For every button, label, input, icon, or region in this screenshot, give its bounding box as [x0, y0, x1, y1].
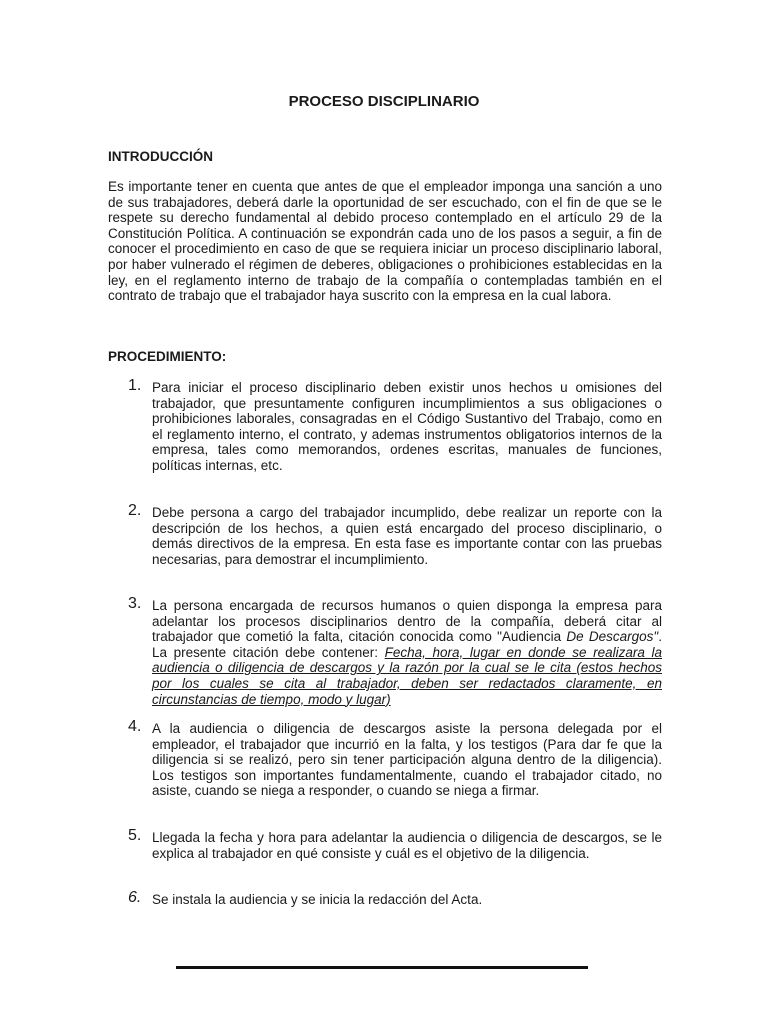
- item-number: 3.: [128, 595, 142, 612]
- item-text-intro: La persona encargada de recursos humanos o quien disponga la empresa para adelantar los procesos disciplinarios dentro de la compañía, deberá citar al trabajador que cometió la falta, citación conocida como: [152, 598, 662, 645]
- item-text: Debe persona a cargo del trabajador incumplido, debe realizar un reporte con la descripción de los hechos, a quien está encargado del proceso disciplinario, o demás directivos de la empresa. En esta fase es importante contar con las pruebas necesarias, para demostrar el incumplimiento.: [152, 505, 662, 567]
- citation-requirements: Fecha, hora, lugar en donde se realizara la audiencia o diligencia de descargos y la razón por la cual se le cita (estos hechos por los cuales se cita al trabajador, deben ser redactados claramente, en circunstancias de tiempo, modo y lugar): [152, 644, 662, 707]
- item-text: Se instala la audiencia y se inicia la redacción del Acta.: [152, 892, 483, 907]
- procedure-heading: PROCEDIMIENTO:: [108, 349, 227, 364]
- intro-heading: INTRODUCCIÓN: [108, 149, 213, 164]
- procedure-item-6: [120, 889, 662, 908]
- procedure-item-1: [120, 377, 662, 474]
- item-number: 1.: [128, 377, 142, 394]
- item-number: 6.: [128, 889, 142, 906]
- procedure-item-2: [120, 502, 662, 567]
- item-text: A la audiencia o diligencia de descargos asiste la persona delegada por el empleador, el trabajador que incurrió en la falta, y los testigos (Para dar fe que la diligencia si se realizó, pero sin tener participación alguna dentro de la diligencia). Los testigos son importantes fundamentalmente, cuando el trabajador citado, no asiste, cuando se niega a responder, o cuando se niega a firmar.: [152, 721, 662, 799]
- document-title: PROCESO DISCIPLINARIO: [288, 93, 480, 110]
- quote-italic: De Descargos": [566, 629, 659, 645]
- item-number: 2.: [128, 502, 142, 519]
- item-text: [152, 598, 662, 707]
- item-text: Para iniciar el proceso disciplinario deben existir unos hechos u omisiones del trabajador, que presuntamente configuren incumplimientos a sus obligaciones o prohibiciones laborales, consagradas en el Código Sustantivo del Trabajo, como en el reglamento interno, el contrato, y ademas instrumentos obligatorios internos de la empresa, tales como memorandos, ordenes escritas, manuales de funciones, políticas internas, etc.: [152, 380, 662, 473]
- item-number: 5.: [128, 827, 142, 844]
- quote-plain: "Audiencia: [497, 629, 567, 645]
- procedure-item-4: [120, 718, 662, 799]
- procedure-item-5: [120, 827, 662, 861]
- footer-divider: [176, 966, 588, 969]
- item-text-middle: . La presente citación debe contener:: [152, 629, 662, 660]
- item-text: Llegada la fecha y hora para adelantar la audiencia o diligencia de descargos, se le explica al trabajador en qué consiste y cuál es el objetivo de la diligencia.: [152, 830, 662, 861]
- item-number: 4.: [128, 718, 142, 735]
- procedure-item-3: [120, 595, 662, 707]
- intro-paragraph: Es importante tener en cuenta que antes de que el empleador imponga una sanción a uno de sus trabajadores, deberá darle la oportunidad de ser escuchado, con el fin de que se le respete su derecho fundamental al debido proceso contemplado en el artículo 29 de la Constitución Política. A continuación se expondrán cada uno de los pasos a seguir, a fin de conocer el procedimiento en caso de que se requiera iniciar un proceso disciplinario laboral, por haber vulnerado el régimen de deberes, obligaciones o prohibiciones establecidas en la ley, en el reglamento interno de trabajo de la compañía o contempladas también en el contrato de trabajo que el trabajador haya suscrito con la empresa en la cual labora.: [108, 179, 662, 304]
